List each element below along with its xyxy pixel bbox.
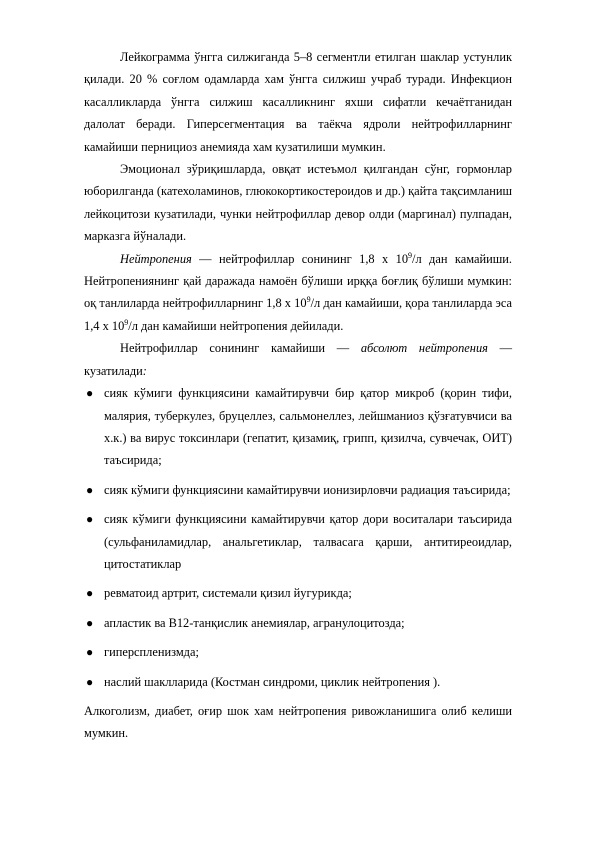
p3-text-c: /л дан камайиши, қора танлиларда эса 1,4 х 10 [84,296,512,333]
p3-sup-1: 9 [408,250,413,260]
list-item-text: сияк кўмиги функциясини камайтирувчи қатор дори воситалари таъсирида (сульфаниламидлар, анальгетиклар, талвасага қарши, антитиреоидлар, цитостатиклар [104,512,512,571]
bullet-list [84,382,512,693]
p4-text-b: — кузатилади [84,341,512,378]
list-item [84,612,512,634]
document-page [84,46,512,745]
bullet-icon: ● [86,674,94,689]
list-item-text: гиперспленизмда; [104,645,199,660]
bullet-icon: ● [86,586,94,601]
term-neutropenia: Нейтропения [120,251,192,266]
list-item [84,382,512,472]
p4-text-a: Нейтрофиллар сонининг камайиши — [120,341,361,356]
paragraph-3 [84,248,512,338]
list-item [84,582,512,604]
paragraph-4 [84,337,512,382]
bullet-icon: ● [86,482,94,497]
bullet-icon: ● [86,512,94,527]
paragraph-2: Эмоционал зўриқишларда, овқат истеъмол қилгандан сўнг, гормонлар юборилганда (катехоламинов, глюкокортикостероидов и др.) қайта тақсимланиш лейкоцитози кузатилади, чунки нейтрофиллар девор олди (маргинал) пулпадан, марказга йўналади. [84,162,512,244]
list-item-text: ревматоид артрит, системали қизил йугурикда; [104,586,352,601]
list-item [84,508,512,575]
list-item-text: сияк кўмиги функциясини камайтирувчи бир қатор микроб (қорин тифи, малярия, туберкулез, бруцеллез, сальмонеллез, лейшманиоз қўзғатувчиси ва х.к.) ва вирус токсинлари (гепатит, қизамиқ, грипп, қизилча, сувчечак, ОИТ) таъсирида; [104,386,512,468]
list-item-text: апластик ва В12-танқислик анемиялар, агранулоцитозда; [104,615,405,630]
bullet-icon: ● [86,645,94,660]
list-item [84,479,512,501]
paragraph-1: Лейкограмма ўнгга силжиганда 5–8 сегментли етилган шаклар устунлик қилади. 20 % соғлом одамларда хам ўнгга силжиш учраб туради. Инфекцион касалликларда ўнгга силжиш касалликнинг яхши сифатли кечаётганидан далолат беради. Гиперсегментация ва таёкча ядроли нейтрофилларнинг камайиши пернициоз анемияда хам кузатилиши мумкин. [84,50,512,154]
p3-sup-3: 9 [124,317,129,327]
p3-sup-2: 9 [306,295,311,305]
term-absolute-neutropenia: абсолют нейтропения [360,341,488,356]
list-item [84,671,512,693]
p4-colon: : [142,363,147,378]
paragraph-last: Алкоголизм, диабет, оғир шок хам нейтропения ривожланишига олиб келиши мумкин. [84,703,512,741]
list-item-text: наслий шаклларида (Костман синдроми, циклик нейтропения ). [104,674,441,689]
bullet-icon: ● [86,386,94,401]
p3-text-a: — нейтрофиллар сонининг 1,8 х 10 [191,251,409,266]
p3-text-b: /л дан камайиши. Нейтропениянинг қай даражада намоён бўлиши ирққа боғлиқ бўлиши мумкин: оқ танлиларда нейтрофилларнинг 1,8 х 10 [84,251,513,311]
bullet-icon: ● [86,615,94,630]
list-item [84,641,512,663]
list-item-text: сияк кўмиги функциясини камайтирувчи ионизирловчи радиация таъсирида; [104,482,511,497]
p3-text-d: /л дан камайиши нейтропения дейилади. [128,318,344,333]
